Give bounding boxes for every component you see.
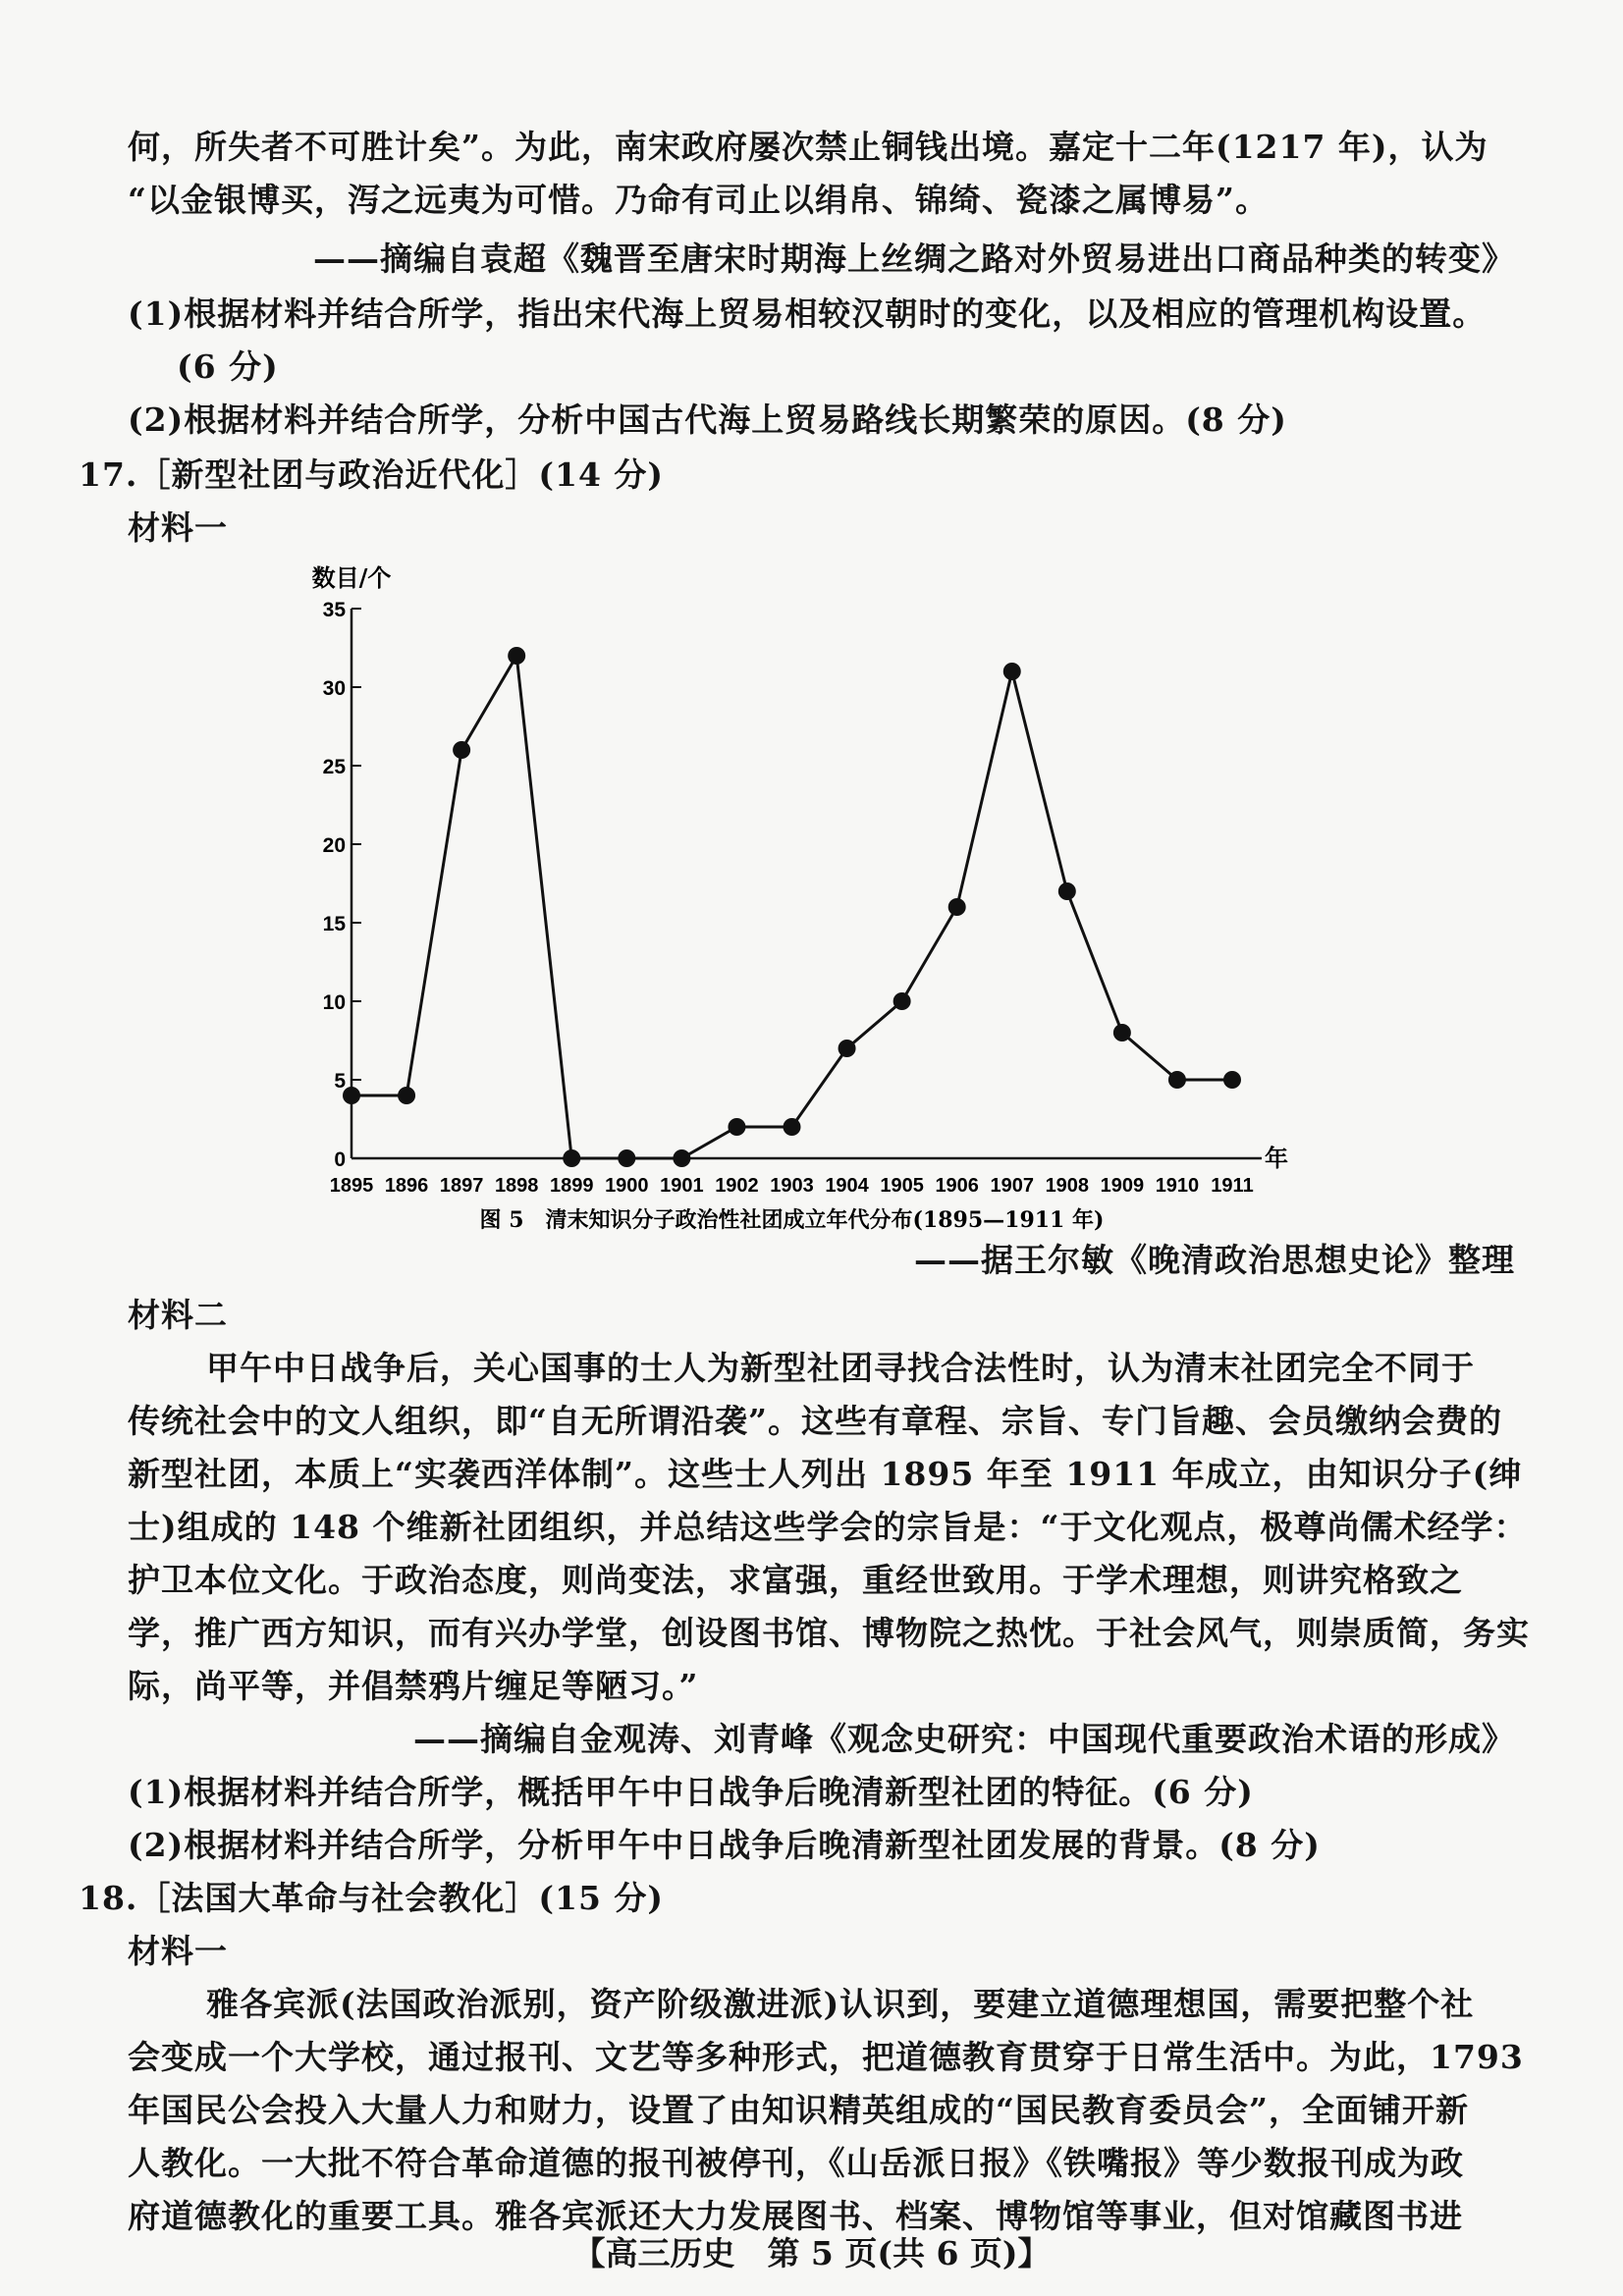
- x-tick-label: 1905: [880, 1175, 924, 1197]
- page-footer: 【高三历史 第 5 页(共 6 页)】: [572, 2234, 1051, 2272]
- question-2: (2)根据材料并结合所学，分析中国古代海上贸易路线长期繁荣的原因。(8 分): [128, 400, 1287, 439]
- question-2: (2)根据材料并结合所学，分析甲午中日战争后晚清新型社团发展的背景。(8 分): [128, 1826, 1321, 1864]
- material-label: 材料一: [128, 1932, 228, 1970]
- x-tick-label: 1902: [715, 1175, 759, 1197]
- data-point: [618, 1149, 635, 1167]
- y-tick-label: 15: [322, 913, 346, 935]
- series-line: [352, 656, 1232, 1158]
- paragraph-line: 际，尚平等，并倡禁鸦片缠足等陋习。”: [128, 1667, 699, 1705]
- line-chart: [311, 555, 1288, 1233]
- question-1: (1)根据材料并结合所学，指出宋代海上贸易相较汉朝时的变化，以及相应的管理机构设置。: [128, 294, 1487, 333]
- question-1-score: (6 分): [177, 347, 279, 386]
- paragraph-line: 新型社团，本质上“实袭西洋体制”。这些士人列出 1895 年至 1911 年成立，由知识分子(绅: [128, 1455, 1523, 1493]
- data-point: [728, 1118, 745, 1136]
- data-point: [1058, 882, 1076, 900]
- y-tick-label: 20: [322, 834, 346, 857]
- x-tick-label: 1911: [1211, 1175, 1254, 1197]
- data-point: [398, 1087, 415, 1104]
- y-tick-label: 30: [322, 677, 346, 700]
- material-label: 材料二: [128, 1296, 228, 1334]
- x-axis-label: 年: [1265, 1144, 1288, 1172]
- data-point: [1113, 1024, 1131, 1041]
- y-axis-label: 数目/个: [311, 563, 392, 592]
- paragraph-line: 传统社会中的文人组织，即“自无所谓沿袭”。这些有章程、宗旨、专门旨趣、会员缴纳会费的: [128, 1402, 1502, 1440]
- question-17-title: 17.［新型社团与政治近代化］(14 分): [79, 455, 665, 494]
- data-point: [563, 1149, 580, 1167]
- paragraph-line: 年国民公会投入大量人力和财力，设置了由知识精英组成的“国民教育委员会”，全面铺开新: [128, 2091, 1469, 2129]
- data-point: [948, 898, 966, 916]
- x-tick-label: 1900: [605, 1175, 649, 1197]
- paragraph-line: 何，所失者不可胜计矣”。为此，南宋政府屡次禁止铜钱出境。嘉定十二年(1217 年)，认为: [128, 128, 1488, 166]
- y-tick-label: 25: [322, 756, 346, 778]
- data-point: [1223, 1071, 1241, 1089]
- question-1: (1)根据材料并结合所学，概括甲午中日战争后晚清新型社团的特征。(6 分): [128, 1773, 1254, 1811]
- paragraph-line: 学，推广西方知识，而有兴办学堂，创设图书馆、博物院之热忱。于社会风气，则崇质简，务实: [128, 1614, 1530, 1652]
- y-tick-label: 5: [334, 1070, 346, 1093]
- figure-caption: 图 5 清末知识分子政治性社团成立年代分布(1895—1911 年): [479, 1207, 1105, 1233]
- x-tick-label: 1901: [660, 1175, 704, 1197]
- source-citation: ——摘编自金观涛、刘青峰《观念史研究：中国现代重要政治术语的形成》: [413, 1720, 1515, 1758]
- x-tick-label: 1909: [1100, 1175, 1145, 1197]
- source-citation: ——摘编自袁超《魏晋至唐宋时期海上丝绸之路对外贸易进出口商品种类的转变》: [313, 240, 1515, 278]
- paragraph-line: 护卫本位文化。于政治态度，则尚变法，求富强，重经世致用。于学术理想，则讲究格致之: [128, 1561, 1463, 1599]
- x-tick-label: 1906: [935, 1175, 979, 1197]
- x-tick-label: 1903: [770, 1175, 814, 1197]
- y-tick-label: 35: [322, 599, 346, 621]
- source-citation: ——据王尔敏《晚清政治思想史论》整理: [914, 1241, 1515, 1279]
- y-tick-label: 0: [334, 1148, 346, 1171]
- x-tick-label: 1907: [990, 1175, 1034, 1197]
- data-point: [839, 1040, 856, 1057]
- y-tick-label: 10: [322, 991, 346, 1014]
- x-tick-label: 1896: [384, 1175, 429, 1197]
- x-tick-label: 1898: [494, 1175, 539, 1197]
- paragraph-line: 甲午中日战争后，关心国事的士人为新型社团寻找合法性时，认为清末社团完全不同于: [206, 1349, 1475, 1387]
- data-point: [1168, 1071, 1186, 1089]
- data-point: [673, 1149, 690, 1167]
- paragraph-line: 士)组成的 148 个维新社团组织，并总结这些学会的宗旨是：“于文化观点，极尊尚儒术经学：: [128, 1508, 1528, 1546]
- paragraph-line: “以金银博买，泻之远夷为可惜。乃命有司止以绢帛、锦绮、瓷漆之属博易”。: [128, 181, 1269, 219]
- data-point: [784, 1118, 801, 1136]
- data-point: [1003, 663, 1021, 680]
- x-tick-label: 1908: [1045, 1175, 1090, 1197]
- data-point: [453, 741, 470, 759]
- x-tick-label: 1910: [1155, 1175, 1200, 1197]
- material-label: 材料一: [128, 508, 228, 547]
- data-point: [893, 992, 911, 1010]
- x-tick-label: 1895: [329, 1175, 374, 1197]
- paragraph-line: 会变成一个大学校，通过报刊、文艺等多种形式，把道德教育贯穿于日常生活中。为此，1793: [128, 2038, 1524, 2076]
- paragraph-line: 人教化。一大批不符合革命道德的报刊被停刊，《山岳派日报》《铁嘴报》等少数报刊成为政: [128, 2144, 1464, 2182]
- data-point: [508, 647, 525, 665]
- question-18-title: 18.［法国大革命与社会教化］(15 分): [79, 1879, 665, 1917]
- x-tick-label: 1899: [550, 1175, 594, 1197]
- paragraph-line: 雅各宾派(法国政治派别，资产阶级激进派)认识到，要建立道德理想国，需要把整个社: [206, 1985, 1475, 2023]
- x-tick-label: 1897: [439, 1175, 484, 1197]
- x-tick-label: 1904: [825, 1175, 869, 1197]
- paragraph-line: 府道德教化的重要工具。雅各宾派还大力发展图书、档案、博物馆等事业，但对馆藏图书进: [128, 2197, 1463, 2235]
- data-point: [343, 1087, 360, 1104]
